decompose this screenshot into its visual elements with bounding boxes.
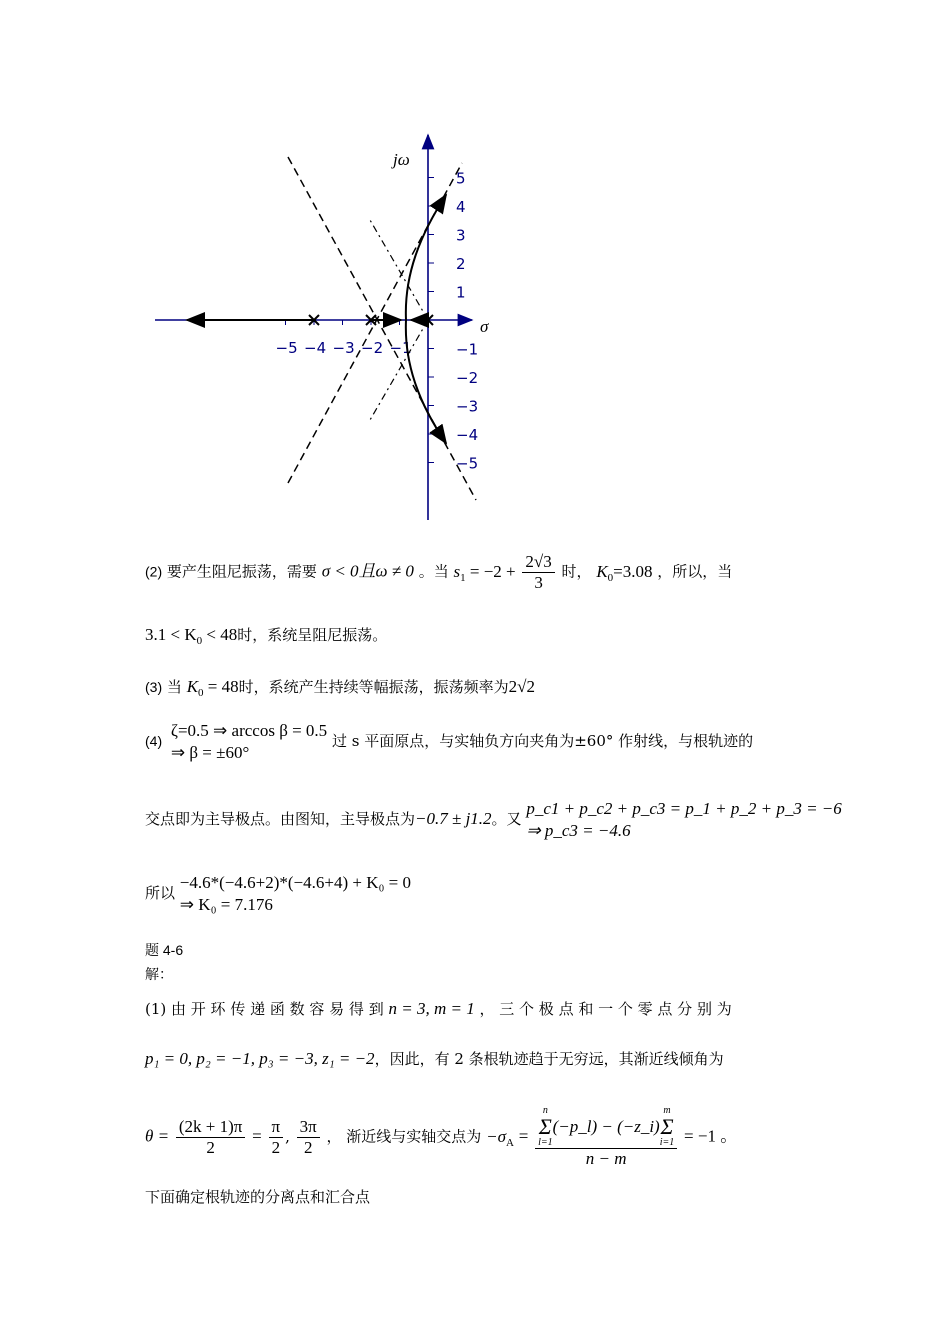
locus-branch-upper [406,195,446,320]
equation: ζ=0.5 ⇒ arccos β = 0.5 [170,721,328,740]
sum-bottom: i=1 [659,1137,675,1148]
math-sub: 1 [460,571,466,584]
x-tick-label: −5 [275,339,298,357]
equation: ⇒ p_c3 = −4.6 [526,821,631,840]
math: = [252,1126,262,1146]
text: (1) 由 开 环 传 递 函 数 容 易 得 到 [145,1000,384,1018]
equation: ⇒ K₀ = 7.176 [179,895,273,914]
y-tick-label: 4 [456,198,466,216]
numerator: 2√3 [522,552,554,573]
text: 交点即为主导极点。由图知，主导极点为 [145,810,416,828]
equation: −4.6*(−4.6+2)*(−4.6+4) + K₀ = 0 [179,873,412,892]
problem-line2 [145,1048,810,1070]
item-label: (4) [145,733,163,749]
paragraph-4-line2 [145,798,842,842]
math: 2√2 [508,677,535,696]
math: s [453,561,461,581]
paragraph-3 [145,676,810,704]
numerator: 3π [297,1117,320,1138]
text: ， 三 个 极 点 和 一 个 零 点 分 别 为 [479,1000,732,1018]
x-tick-label: −2 [361,339,384,357]
math: = −2 + [465,561,516,581]
damping-line-lower [370,320,428,420]
math: K [186,677,199,696]
math: −σ [486,1126,506,1146]
text: 要产生阻尼振荡，需要 [166,562,317,581]
x-tick-label: −1 [389,339,412,357]
denominator: 2 [206,1138,215,1157]
math: = [518,1126,529,1146]
x-tick-label: −3 [332,339,355,357]
equation: p_c1 + p_c2 + p_c3 = p_1 + p_2 + p_3 = −6 [526,799,842,818]
problem-last-line: 下面确定根轨迹的分离点和汇合点 [145,1188,371,1206]
y-tick-label: 3 [456,226,466,245]
denominator: 2 [303,1138,313,1157]
math: =3.08 [613,561,653,581]
text: 时，系统产生持续等幅振荡，振荡频率为 [238,678,509,696]
y-axis-label: jω [393,150,410,169]
solution-label: 解： [145,966,173,982]
fraction [535,1106,677,1169]
asymptote-lower [288,157,479,500]
problem-line1 [145,998,810,1020]
y-tick-label: −3 [456,397,479,416]
text: 所以 [145,884,176,902]
math: −0.7 ± j1.2 [415,809,492,828]
paragraph-2-line2 [145,624,810,652]
numerator: (2k + 1)π [176,1117,246,1138]
paragraph-4 [145,720,810,764]
sum-bottom: l=1 [538,1137,553,1148]
y-tick-label: −1 [456,340,479,359]
x-axis-label: σ [480,317,489,336]
y-tick-label: −2 [456,369,479,387]
y-tick-label: 5 [456,169,466,188]
numerator: π [269,1117,284,1138]
text: 过 s 平面原点，与实轴负方向夹角为±60° 作射线，与根轨迹的 [331,732,754,750]
math: 3.1 < K [145,625,197,644]
fraction [522,552,554,593]
text: 当 [166,678,182,696]
problem-title: 题 4-6 [145,942,184,958]
damping-line-upper [370,220,428,320]
math: = 48 [203,677,239,696]
math-sub: 0 [607,571,614,584]
math: < 48 [202,625,238,644]
text: 。又 [491,810,522,828]
sum-symbol: m Σ i=1 [659,1105,675,1148]
math: θ = [145,1126,170,1146]
sum-symbol: n Σ l=1 [538,1105,553,1148]
text: 。当 [418,562,449,581]
y-tick-label: 1 [456,283,466,302]
y-tick-label: −4 [456,426,479,444]
text: ， 渐近线与实轴交点为 [326,1127,482,1146]
fraction [269,1117,284,1158]
denominator: 2 [271,1138,281,1157]
text: 时，系统呈阻尼振荡。 [237,626,388,644]
item-label: (2) [145,563,163,580]
paragraph-2 [145,552,810,593]
text: ，所以，当 [657,562,733,581]
math-sub: 0 [196,635,203,647]
item-label: (3) [145,679,163,695]
text: 时， [561,562,592,581]
math: K [596,561,608,581]
fraction [297,1117,320,1158]
math-sub: 0 [198,687,204,699]
math: n = 3, m = 1 [388,999,475,1018]
y-tick-label: 2 [456,255,466,273]
sum-top: n [542,1105,548,1116]
denominator: n − m [585,1149,627,1168]
equation: ⇒ β = ±60° [170,743,250,762]
sum-top: m [663,1105,671,1116]
x-tick-label: −4 [304,339,327,357]
math: = −1 。 [684,1126,738,1146]
math-sub: A [505,1136,514,1149]
paragraph-4-line3 [145,872,810,916]
problem-line3: θ = $\frac{(2k + 1)\pi}{2}$ = $\frac{\pi}{2}$ , $\frac{3\pi}{2}$ ， 渐近线与实轴交点为 $-\sigma_A$ = n Σ l=1 (−p_l) − (−z_i) m Σ i=1 n − m = −1 。 [145,1105,738,1168]
fraction [176,1117,246,1158]
locus-branch-lower [406,320,446,443]
denominator: 3 [534,573,543,592]
root-locus-figure [150,125,500,525]
text: ，因此，有 2 条根轨迹趋于无穷远，其渐近线倾角为 [374,1050,724,1068]
y-tick-label: −5 [456,454,479,473]
math: σ < 0且ω ≠ 0 [321,561,414,581]
numerator: (−p_l) − (−z_i) [552,1117,660,1136]
math: p₁ = 0, p₂ = −1, p₃ = −3, z₁ = −2 [145,1049,375,1068]
